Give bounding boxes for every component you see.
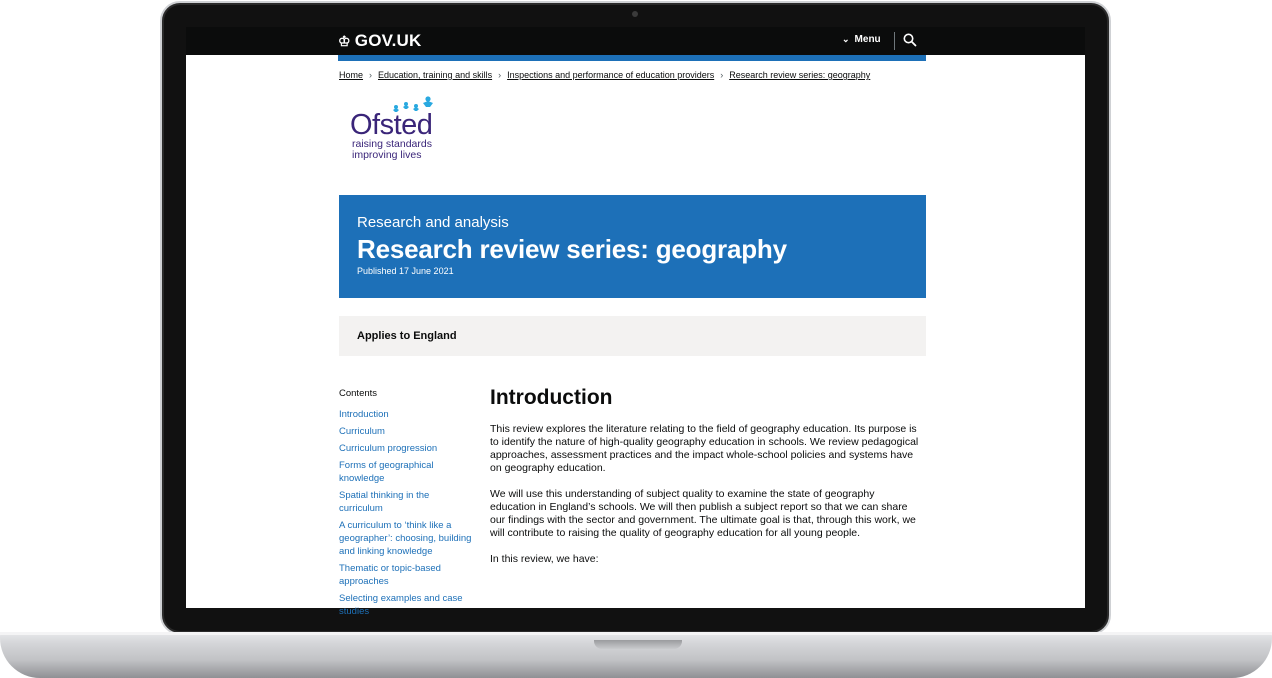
contents-title: Contents bbox=[339, 388, 378, 399]
search-icon[interactable] bbox=[902, 32, 918, 48]
laptop-screen bbox=[186, 27, 1085, 617]
list-item bbox=[339, 408, 475, 421]
menu-label: Menu bbox=[854, 34, 881, 45]
contents-link[interactable]: Curriculum progression bbox=[339, 443, 438, 454]
ofsted-tagline-line2: improving lives bbox=[352, 149, 422, 161]
contents-link[interactable]: Forms of geographical knowledge bbox=[339, 460, 434, 484]
breadcrumb-education[interactable]: Education, training and skills bbox=[378, 70, 493, 80]
laptop-base-edge bbox=[0, 632, 1272, 635]
page-header-banner bbox=[339, 195, 926, 298]
contents-link[interactable]: Curriculum bbox=[339, 426, 385, 437]
contents-link[interactable]: Selecting examples and case studies bbox=[339, 593, 463, 617]
breadcrumb-current[interactable]: Research review series: geography bbox=[729, 70, 871, 80]
contents-list bbox=[339, 388, 475, 622]
contents-link[interactable]: Introduction bbox=[339, 409, 389, 420]
body-paragraph: In this review, we have: bbox=[490, 553, 599, 565]
document-type: Research and analysis bbox=[357, 214, 509, 231]
ofsted-tagline bbox=[352, 139, 432, 161]
list-item bbox=[339, 592, 475, 618]
crown-icon: ♔ bbox=[338, 33, 351, 49]
contents-link[interactable]: A curriculum to ‘think like a geographer’: choosing, building and linking knowledge bbox=[339, 520, 472, 557]
list-item bbox=[339, 459, 475, 485]
laptop-camera bbox=[632, 11, 638, 17]
list-item bbox=[339, 425, 475, 438]
ofsted-wordmark: Ofsted bbox=[350, 109, 433, 141]
chevron-right-icon: › bbox=[369, 70, 373, 80]
list-item bbox=[339, 519, 475, 558]
ofsted-logo[interactable] bbox=[350, 95, 450, 167]
ofsted-tagline-line1: raising standards bbox=[352, 138, 432, 150]
breadcrumb-inspections[interactable]: Inspections and performance of education providers bbox=[507, 70, 715, 80]
breadcrumb bbox=[339, 70, 870, 80]
main-content bbox=[490, 385, 920, 579]
list-item bbox=[339, 562, 475, 588]
body-paragraph: This review explores the literature relating to the field of geography education. Its purpose is to identify the nature of high-quality geography education in schools. We review pedagogical approaches, assessment practices and the impact whole-school policies and systems have on geography education. bbox=[490, 423, 919, 474]
govuk-header bbox=[186, 27, 1085, 55]
chevron-right-icon: › bbox=[720, 70, 724, 80]
menu-button[interactable] bbox=[842, 34, 881, 45]
list-item bbox=[339, 442, 475, 455]
section-heading: Introduction bbox=[490, 386, 613, 409]
header-divider bbox=[894, 32, 895, 50]
applies-to-panel: Applies to England bbox=[339, 316, 926, 356]
list-item bbox=[339, 489, 475, 515]
chevron-right-icon: › bbox=[498, 70, 502, 80]
published-date: Published 17 June 2021 bbox=[357, 266, 454, 276]
govuk-logo-link[interactable] bbox=[338, 31, 421, 51]
govuk-logo-text: GOV.UK bbox=[354, 31, 422, 50]
body-paragraph: We will use this understanding of subject quality to examine the state of geography education in England’s schools. We will then publish a subject report so that we can share our findings with the sector and government. The ultimate goal is that, through this work, we will contribute to raising the quality of geography education for all young people. bbox=[490, 488, 916, 539]
breadcrumb-home[interactable]: Home bbox=[339, 70, 364, 80]
contents-link[interactable]: Spatial thinking in the curriculum bbox=[339, 490, 430, 514]
chevron-down-icon: ⌄ bbox=[842, 34, 850, 44]
header-blue-bar bbox=[338, 55, 926, 61]
page-title: Research review series: geography bbox=[357, 234, 787, 264]
laptop-opening-notch bbox=[594, 640, 682, 649]
laptop-base bbox=[0, 632, 1272, 678]
contents-link[interactable]: Thematic or topic-based approaches bbox=[339, 563, 441, 587]
